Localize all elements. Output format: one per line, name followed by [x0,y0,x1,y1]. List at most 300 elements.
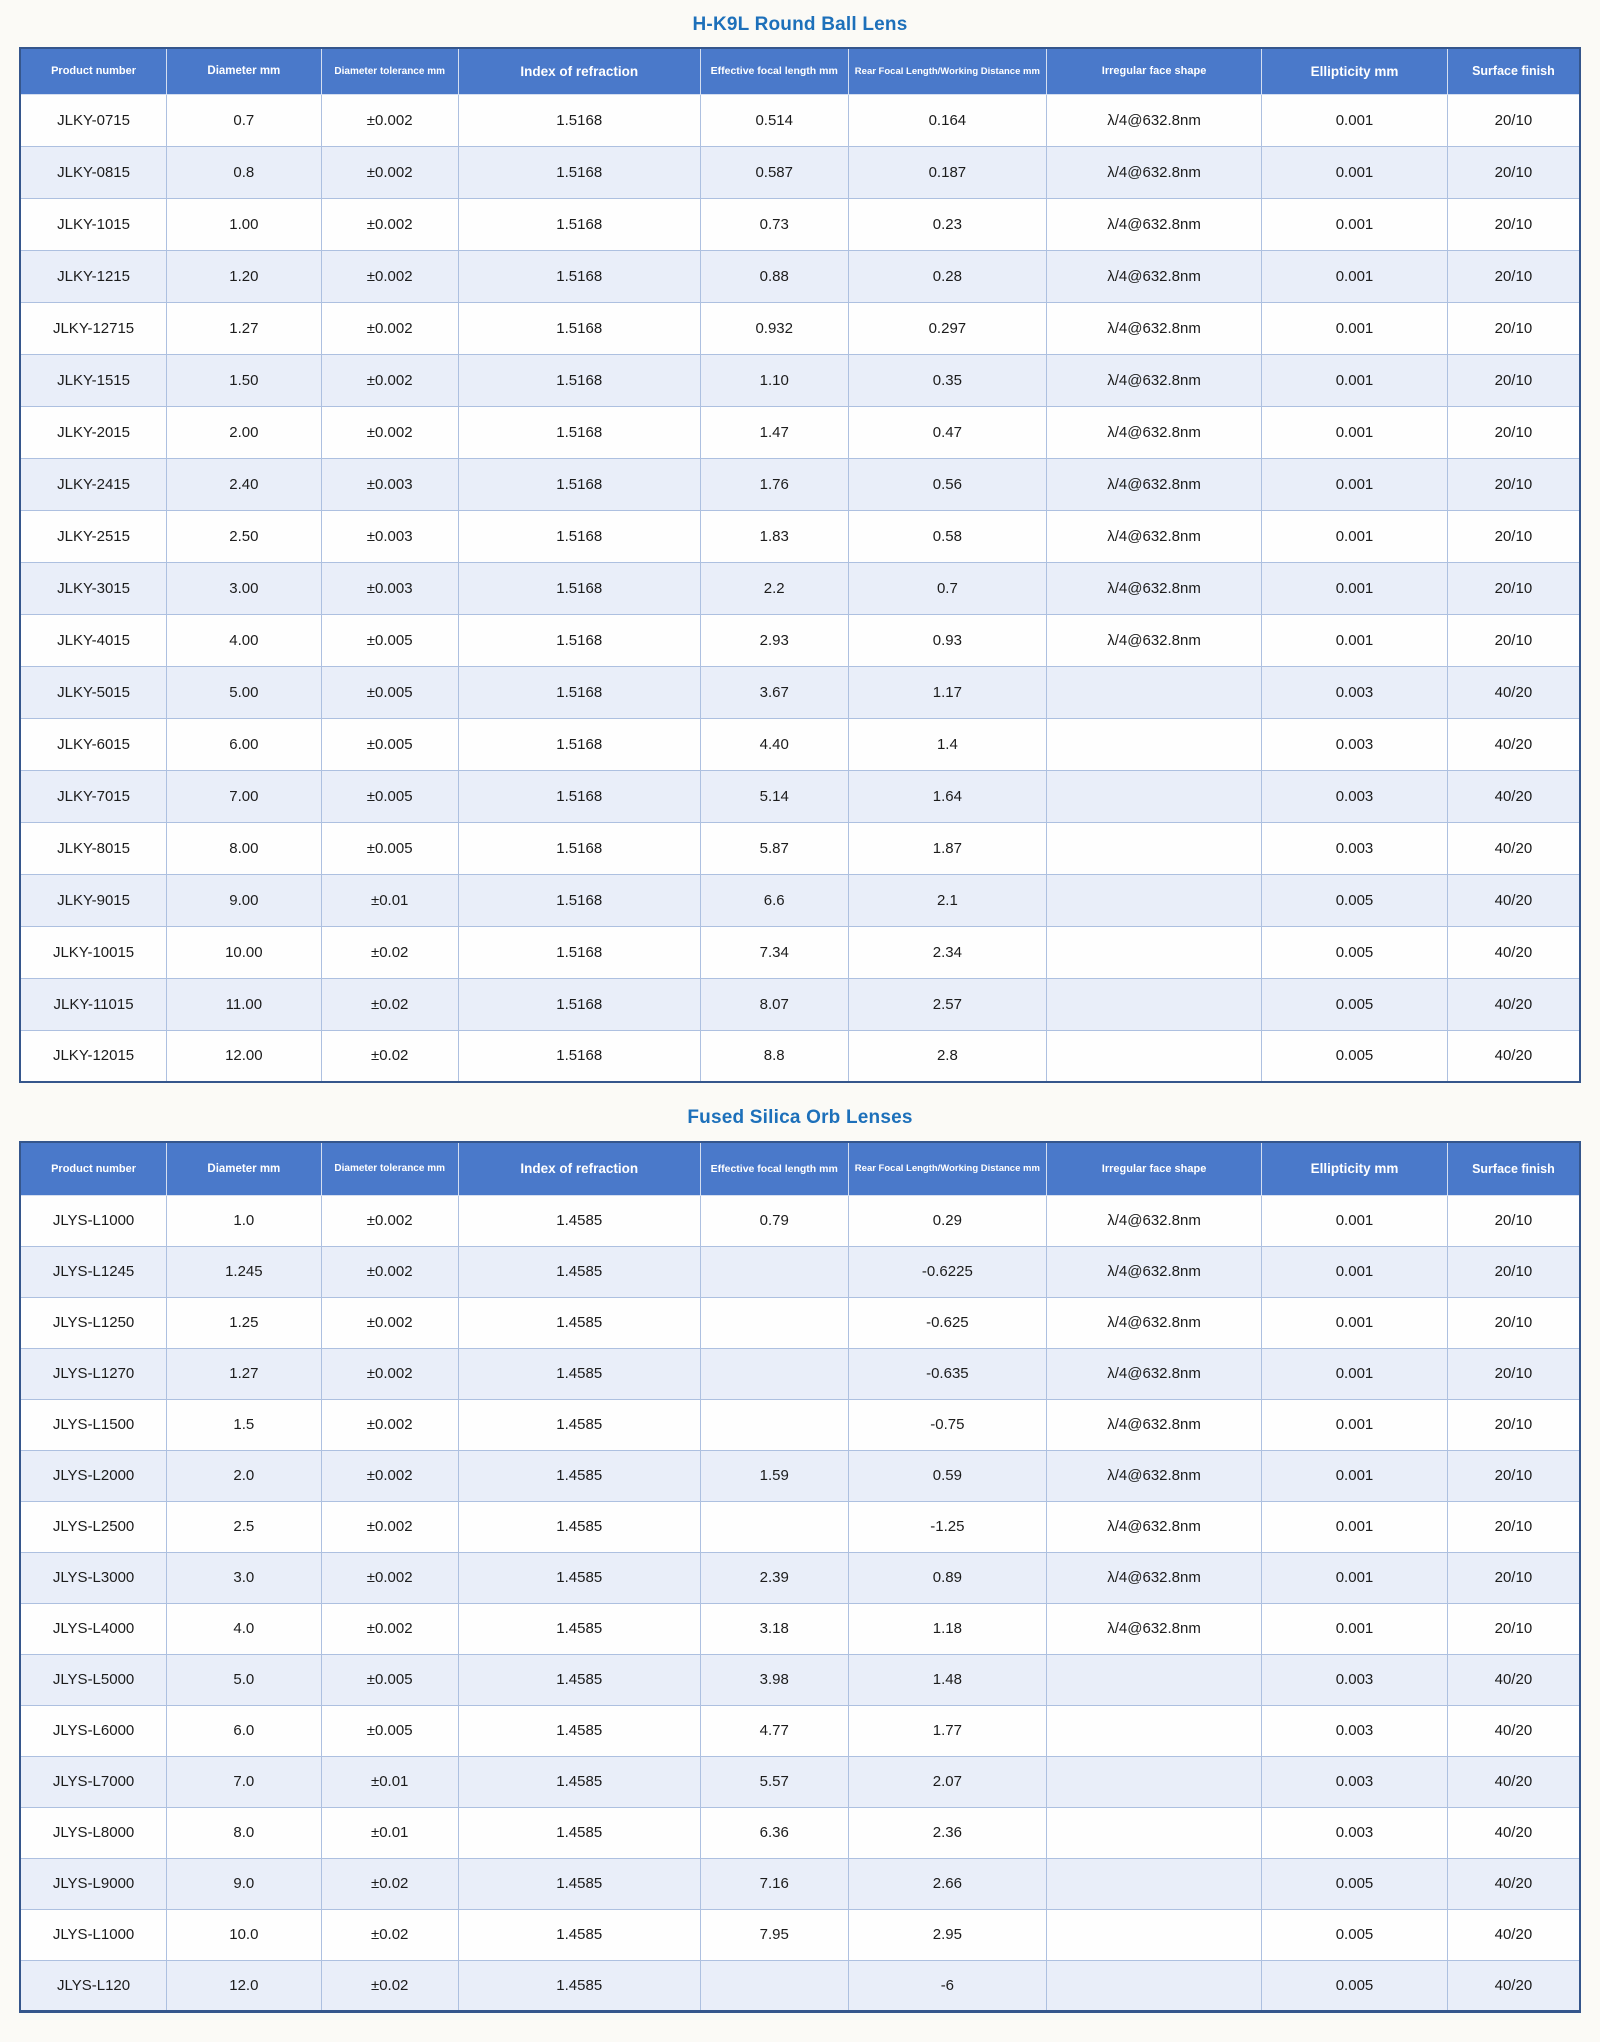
column-header-diameter-tolerance-mm: Diameter tolerance mm [321,48,458,94]
table-cell-surface-finish: 20/10 [1447,1603,1580,1654]
table-row [20,1756,1580,1807]
table-cell-product-number: JLYS-L1500 [20,1399,167,1450]
table-cell-diameter-tolerance-mm: ±0.003 [321,562,458,614]
table-cell-diameter-mm: 1.5 [167,1399,321,1450]
table-cell-diameter-mm: 1.00 [167,198,321,250]
table-cell-rear-focal-length-working-distance-mm: 0.187 [848,146,1046,198]
table-cell-irregular-face-shape [1046,1705,1261,1756]
table-cell-ellipticity-mm: 0.003 [1262,822,1448,874]
table-cell-diameter-tolerance-mm: ±0.02 [321,926,458,978]
table-row [20,94,1580,146]
table-cell-irregular-face-shape [1046,770,1261,822]
table-cell-effective-focal-length-mm [700,1399,848,1450]
table-cell-rear-focal-length-working-distance-mm: 1.17 [848,666,1046,718]
fused-silica-orb-lens-table [19,1141,1581,2013]
table-row [20,1960,1580,2011]
table-cell-surface-finish: 20/10 [1447,1552,1580,1603]
table-cell-index-of-refraction: 1.4585 [458,1501,700,1552]
table-cell-index-of-refraction: 1.5168 [458,146,700,198]
table-cell-product-number: JLYS-L6000 [20,1705,167,1756]
table-cell-rear-focal-length-working-distance-mm: 1.48 [848,1654,1046,1705]
table-cell-ellipticity-mm: 0.005 [1262,978,1448,1030]
table-cell-rear-focal-length-working-distance-mm: -0.625 [848,1297,1046,1348]
table-cell-ellipticity-mm: 0.001 [1262,1246,1448,1297]
table-cell-ellipticity-mm: 0.003 [1262,1756,1448,1807]
table-cell-surface-finish: 20/10 [1447,562,1580,614]
table-cell-surface-finish: 20/10 [1447,1297,1580,1348]
table-cell-effective-focal-length-mm: 6.36 [700,1807,848,1858]
table-cell-surface-finish: 20/10 [1447,510,1580,562]
table-row [20,1030,1580,1082]
column-header-surface-finish: Surface finish [1447,1142,1580,1195]
table-cell-diameter-mm: 3.0 [167,1552,321,1603]
table-cell-effective-focal-length-mm: 5.14 [700,770,848,822]
table-cell-diameter-tolerance-mm: ±0.002 [321,94,458,146]
table-cell-rear-focal-length-working-distance-mm: -0.75 [848,1399,1046,1450]
table-cell-diameter-tolerance-mm: ±0.002 [321,1450,458,1501]
table-cell-product-number: JLYS-L7000 [20,1756,167,1807]
table-cell-surface-finish: 40/20 [1447,1960,1580,2011]
table-cell-product-number: JLKY-9015 [20,874,167,926]
table-cell-rear-focal-length-working-distance-mm: 2.8 [848,1030,1046,1082]
table-cell-diameter-tolerance-mm: ±0.02 [321,1960,458,2011]
table-cell-index-of-refraction: 1.4585 [458,1654,700,1705]
table-cell-diameter-mm: 5.00 [167,666,321,718]
table-cell-diameter-mm: 2.40 [167,458,321,510]
table-cell-rear-focal-length-working-distance-mm: 0.23 [848,198,1046,250]
table-cell-ellipticity-mm: 0.001 [1262,614,1448,666]
table-cell-index-of-refraction: 1.4585 [458,1807,700,1858]
table-cell-diameter-tolerance-mm: ±0.005 [321,822,458,874]
table-cell-rear-focal-length-working-distance-mm: 2.95 [848,1909,1046,1960]
table-cell-rear-focal-length-working-distance-mm: 0.297 [848,302,1046,354]
table-cell-rear-focal-length-working-distance-mm: 1.87 [848,822,1046,874]
column-header-diameter-tolerance-mm: Diameter tolerance mm [321,1142,458,1195]
table-cell-irregular-face-shape [1046,666,1261,718]
table-row [20,250,1580,302]
table-cell-rear-focal-length-working-distance-mm: 0.59 [848,1450,1046,1501]
table-cell-effective-focal-length-mm: 0.79 [700,1195,848,1246]
table-cell-diameter-mm: 8.00 [167,822,321,874]
column-header-index-of-refraction: Index of refraction [458,1142,700,1195]
table-cell-product-number: JLKY-8015 [20,822,167,874]
table-cell-index-of-refraction: 1.5168 [458,250,700,302]
table-cell-rear-focal-length-working-distance-mm: -1.25 [848,1501,1046,1552]
table-cell-effective-focal-length-mm: 1.76 [700,458,848,510]
table-cell-diameter-mm: 1.27 [167,302,321,354]
table-row [20,926,1580,978]
table-cell-surface-finish: 40/20 [1447,1807,1580,1858]
table-cell-effective-focal-length-mm: 7.34 [700,926,848,978]
table-cell-diameter-tolerance-mm: ±0.002 [321,1195,458,1246]
table-cell-diameter-mm: 2.5 [167,1501,321,1552]
table-cell-index-of-refraction: 1.5168 [458,666,700,718]
table-cell-irregular-face-shape: λ/4@632.8nm [1046,1195,1261,1246]
table-cell-effective-focal-length-mm: 5.57 [700,1756,848,1807]
table-cell-diameter-tolerance-mm: ±0.005 [321,1654,458,1705]
table-cell-irregular-face-shape: λ/4@632.8nm [1046,146,1261,198]
table-cell-irregular-face-shape: λ/4@632.8nm [1046,1501,1261,1552]
table-row [20,198,1580,250]
table-cell-ellipticity-mm: 0.003 [1262,718,1448,770]
column-header-product-number: Product number [20,1142,167,1195]
table-row [20,874,1580,926]
table-cell-diameter-tolerance-mm: ±0.002 [321,406,458,458]
table-cell-surface-finish: 20/10 [1447,614,1580,666]
table-cell-irregular-face-shape: λ/4@632.8nm [1046,1246,1261,1297]
table-cell-index-of-refraction: 1.5168 [458,874,700,926]
table-cell-surface-finish: 40/20 [1447,822,1580,874]
table-cell-ellipticity-mm: 0.005 [1262,926,1448,978]
table-cell-diameter-mm: 12.0 [167,1960,321,2011]
table-cell-diameter-mm: 9.00 [167,874,321,926]
table-cell-irregular-face-shape [1046,1756,1261,1807]
table-cell-diameter-tolerance-mm: ±0.02 [321,1030,458,1082]
table-cell-ellipticity-mm: 0.005 [1262,1030,1448,1082]
table-cell-ellipticity-mm: 0.001 [1262,1450,1448,1501]
table-cell-surface-finish: 20/10 [1447,354,1580,406]
table-cell-surface-finish: 40/20 [1447,1909,1580,1960]
table-cell-ellipticity-mm: 0.001 [1262,94,1448,146]
table-cell-product-number: JLKY-1215 [20,250,167,302]
table-cell-diameter-mm: 9.0 [167,1858,321,1909]
table-cell-product-number: JLKY-2515 [20,510,167,562]
table-cell-index-of-refraction: 1.5168 [458,354,700,406]
table-row [20,302,1580,354]
table-cell-diameter-tolerance-mm: ±0.02 [321,978,458,1030]
table-cell-surface-finish: 20/10 [1447,458,1580,510]
table-cell-surface-finish: 40/20 [1447,1705,1580,1756]
table-cell-irregular-face-shape [1046,926,1261,978]
table-row [20,1603,1580,1654]
table-cell-effective-focal-length-mm: 3.98 [700,1654,848,1705]
table-cell-ellipticity-mm: 0.003 [1262,1654,1448,1705]
table-cell-product-number: JLKY-12015 [20,1030,167,1082]
column-header-index-of-refraction: Index of refraction [458,48,700,94]
table-cell-product-number: JLKY-6015 [20,718,167,770]
column-header-irregular-face-shape: Irregular face shape [1046,1142,1261,1195]
table-title-fused-silica: Fused Silica Orb Lenses [687,1107,913,1128]
table-cell-surface-finish: 20/10 [1447,1348,1580,1399]
table-cell-product-number: JLYS-L1250 [20,1297,167,1348]
table-cell-effective-focal-length-mm: 6.6 [700,874,848,926]
table-cell-ellipticity-mm: 0.001 [1262,1603,1448,1654]
table-cell-effective-focal-length-mm: 2.93 [700,614,848,666]
table-cell-surface-finish: 40/20 [1447,1030,1580,1082]
table-cell-surface-finish: 40/20 [1447,1756,1580,1807]
table-cell-index-of-refraction: 1.5168 [458,406,700,458]
table-cell-ellipticity-mm: 0.005 [1262,1909,1448,1960]
table-cell-rear-focal-length-working-distance-mm: 0.35 [848,354,1046,406]
table-cell-diameter-tolerance-mm: ±0.002 [321,1552,458,1603]
table-cell-diameter-mm: 7.00 [167,770,321,822]
table-cell-diameter-mm: 2.00 [167,406,321,458]
table-cell-rear-focal-length-working-distance-mm: 0.58 [848,510,1046,562]
table-cell-irregular-face-shape: λ/4@632.8nm [1046,94,1261,146]
table-cell-index-of-refraction: 1.4585 [458,1705,700,1756]
table-cell-diameter-mm: 6.0 [167,1705,321,1756]
table-cell-effective-focal-length-mm: 4.40 [700,718,848,770]
table-cell-index-of-refraction: 1.5168 [458,94,700,146]
table-cell-ellipticity-mm: 0.001 [1262,250,1448,302]
table-cell-index-of-refraction: 1.4585 [458,1960,700,2011]
table-cell-surface-finish: 40/20 [1447,978,1580,1030]
table-cell-irregular-face-shape [1046,1909,1261,1960]
table-cell-index-of-refraction: 1.4585 [458,1858,700,1909]
table-cell-surface-finish: 20/10 [1447,250,1580,302]
table-cell-surface-finish: 40/20 [1447,1654,1580,1705]
table-cell-diameter-mm: 7.0 [167,1756,321,1807]
table-cell-effective-focal-length-mm [700,1501,848,1552]
table-cell-irregular-face-shape: λ/4@632.8nm [1046,614,1261,666]
table-row [20,822,1580,874]
table-cell-diameter-tolerance-mm: ±0.01 [321,1807,458,1858]
table-cell-effective-focal-length-mm: 5.87 [700,822,848,874]
table-cell-diameter-mm: 0.7 [167,94,321,146]
table-cell-index-of-refraction: 1.4585 [458,1756,700,1807]
table-cell-product-number: JLKY-4015 [20,614,167,666]
column-header-rear-focal-length-working-distance-mm: Rear Focal Length/Working Distance mm [848,1142,1046,1195]
table-cell-diameter-tolerance-mm: ±0.002 [321,1399,458,1450]
table-cell-diameter-mm: 2.50 [167,510,321,562]
table-row [20,510,1580,562]
table-cell-irregular-face-shape: λ/4@632.8nm [1046,1297,1261,1348]
table-cell-irregular-face-shape: λ/4@632.8nm [1046,1552,1261,1603]
table-cell-surface-finish: 20/10 [1447,1195,1580,1246]
table-cell-rear-focal-length-working-distance-mm: 0.29 [848,1195,1046,1246]
table-row [20,718,1580,770]
table-cell-irregular-face-shape [1046,874,1261,926]
table-cell-irregular-face-shape [1046,1030,1261,1082]
table-cell-diameter-tolerance-mm: ±0.003 [321,458,458,510]
table-cell-index-of-refraction: 1.4585 [458,1297,700,1348]
table-cell-ellipticity-mm: 0.001 [1262,562,1448,614]
table-cell-irregular-face-shape [1046,1960,1261,2011]
table-cell-ellipticity-mm: 0.005 [1262,1960,1448,2011]
table-cell-effective-focal-length-mm [700,1297,848,1348]
table-cell-ellipticity-mm: 0.003 [1262,770,1448,822]
table-cell-index-of-refraction: 1.5168 [458,1030,700,1082]
table-cell-product-number: JLYS-L1000 [20,1195,167,1246]
table-cell-effective-focal-length-mm: 3.67 [700,666,848,718]
table-cell-diameter-tolerance-mm: ±0.002 [321,1297,458,1348]
table-cell-ellipticity-mm: 0.003 [1262,666,1448,718]
table-cell-irregular-face-shape: λ/4@632.8nm [1046,1603,1261,1654]
table-cell-index-of-refraction: 1.4585 [458,1909,700,1960]
table-cell-ellipticity-mm: 0.005 [1262,1858,1448,1909]
table-cell-ellipticity-mm: 0.001 [1262,302,1448,354]
table-row [20,458,1580,510]
table-row [20,1654,1580,1705]
table-cell-diameter-mm: 10.00 [167,926,321,978]
table-cell-diameter-mm: 1.20 [167,250,321,302]
table-cell-rear-focal-length-working-distance-mm: 2.66 [848,1858,1046,1909]
table-cell-effective-focal-length-mm [700,1348,848,1399]
table-row [20,1297,1580,1348]
table-cell-diameter-tolerance-mm: ±0.002 [321,302,458,354]
table-cell-irregular-face-shape [1046,1858,1261,1909]
table-cell-effective-focal-length-mm: 0.587 [700,146,848,198]
table-title-hk9l: H-K9L Round Ball Lens [692,14,908,35]
table-cell-rear-focal-length-working-distance-mm: 1.18 [848,1603,1046,1654]
table-cell-irregular-face-shape: λ/4@632.8nm [1046,1348,1261,1399]
table-cell-product-number: JLKY-7015 [20,770,167,822]
table-body [20,1195,1580,2011]
table-cell-effective-focal-length-mm [700,1246,848,1297]
table-cell-effective-focal-length-mm: 1.47 [700,406,848,458]
table-cell-product-number: JLKY-1515 [20,354,167,406]
table-cell-effective-focal-length-mm: 0.932 [700,302,848,354]
table-cell-rear-focal-length-working-distance-mm: 0.47 [848,406,1046,458]
table-cell-effective-focal-length-mm [700,1960,848,2011]
table-cell-effective-focal-length-mm: 0.73 [700,198,848,250]
table-cell-ellipticity-mm: 0.001 [1262,198,1448,250]
table-cell-irregular-face-shape: λ/4@632.8nm [1046,302,1261,354]
table-cell-index-of-refraction: 1.4585 [458,1246,700,1297]
table-cell-surface-finish: 40/20 [1447,718,1580,770]
table-cell-diameter-tolerance-mm: ±0.002 [321,146,458,198]
table-cell-diameter-tolerance-mm: ±0.002 [321,1603,458,1654]
table-cell-index-of-refraction: 1.5168 [458,770,700,822]
table-cell-effective-focal-length-mm: 3.18 [700,1603,848,1654]
table-cell-rear-focal-length-working-distance-mm: -6 [848,1960,1046,2011]
table-cell-index-of-refraction: 1.5168 [458,198,700,250]
table-cell-surface-finish: 20/10 [1447,94,1580,146]
table-cell-surface-finish: 40/20 [1447,874,1580,926]
column-header-effective-focal-length-mm: Effective focal length mm [700,1142,848,1195]
table-cell-rear-focal-length-working-distance-mm: 2.57 [848,978,1046,1030]
table-cell-product-number: JLYS-L120 [20,1960,167,2011]
table-cell-ellipticity-mm: 0.003 [1262,1807,1448,1858]
table-body [20,94,1580,1082]
table-cell-ellipticity-mm: 0.001 [1262,1552,1448,1603]
table-cell-surface-finish: 20/10 [1447,1450,1580,1501]
table-cell-effective-focal-length-mm: 1.83 [700,510,848,562]
table-cell-product-number: JLKY-0815 [20,146,167,198]
table-cell-effective-focal-length-mm: 1.59 [700,1450,848,1501]
table-header-row [20,1142,1580,1195]
table-cell-index-of-refraction: 1.4585 [458,1195,700,1246]
table-cell-index-of-refraction: 1.5168 [458,718,700,770]
table-cell-surface-finish: 20/10 [1447,1246,1580,1297]
column-header-diameter-mm: Diameter mm [167,48,321,94]
table-cell-irregular-face-shape: λ/4@632.8nm [1046,1450,1261,1501]
table-cell-rear-focal-length-working-distance-mm: 2.34 [848,926,1046,978]
hk9l-round-ball-lens-table [19,47,1581,1083]
table-cell-index-of-refraction: 1.4585 [458,1450,700,1501]
table-cell-rear-focal-length-working-distance-mm: -0.6225 [848,1246,1046,1297]
column-header-rear-focal-length-working-distance-mm: Rear Focal Length/Working Distance mm [848,48,1046,94]
table-row [20,1399,1580,1450]
table-row [20,1858,1580,1909]
table-cell-diameter-mm: 12.00 [167,1030,321,1082]
column-header-diameter-mm: Diameter mm [167,1142,321,1195]
table-cell-rear-focal-length-working-distance-mm: 1.4 [848,718,1046,770]
table-cell-product-number: JLYS-L1000 [20,1909,167,1960]
table-row [20,146,1580,198]
table-cell-diameter-tolerance-mm: ±0.005 [321,666,458,718]
table-cell-diameter-mm: 1.0 [167,1195,321,1246]
table-cell-diameter-mm: 4.0 [167,1603,321,1654]
table-cell-diameter-mm: 1.25 [167,1297,321,1348]
table-cell-product-number: JLYS-L9000 [20,1858,167,1909]
table-cell-rear-focal-length-working-distance-mm: 2.36 [848,1807,1046,1858]
table-cell-diameter-tolerance-mm: ±0.01 [321,874,458,926]
table-cell-diameter-mm: 11.00 [167,978,321,1030]
table-cell-product-number: JLKY-3015 [20,562,167,614]
table-cell-index-of-refraction: 1.4585 [458,1552,700,1603]
table-cell-diameter-mm: 1.245 [167,1246,321,1297]
table-cell-irregular-face-shape: λ/4@632.8nm [1046,198,1261,250]
table-cell-product-number: JLKY-11015 [20,978,167,1030]
table-cell-diameter-mm: 0.8 [167,146,321,198]
table-cell-irregular-face-shape: λ/4@632.8nm [1046,406,1261,458]
table-row [20,614,1580,666]
table-row [20,978,1580,1030]
table-cell-surface-finish: 20/10 [1447,1501,1580,1552]
table-cell-irregular-face-shape: λ/4@632.8nm [1046,458,1261,510]
table-cell-diameter-tolerance-mm: ±0.005 [321,718,458,770]
table-cell-effective-focal-length-mm: 0.514 [700,94,848,146]
table-cell-surface-finish: 20/10 [1447,198,1580,250]
table-cell-rear-focal-length-working-distance-mm: -0.635 [848,1348,1046,1399]
table-cell-ellipticity-mm: 0.001 [1262,406,1448,458]
table-cell-ellipticity-mm: 0.001 [1262,510,1448,562]
table-cell-index-of-refraction: 1.5168 [458,458,700,510]
table-row [20,770,1580,822]
table-cell-product-number: JLKY-12715 [20,302,167,354]
table-cell-diameter-mm: 4.00 [167,614,321,666]
table-cell-diameter-tolerance-mm: ±0.02 [321,1858,458,1909]
table-cell-effective-focal-length-mm: 8.8 [700,1030,848,1082]
table-cell-index-of-refraction: 1.4585 [458,1399,700,1450]
table-cell-ellipticity-mm: 0.001 [1262,1297,1448,1348]
table-cell-ellipticity-mm: 0.001 [1262,146,1448,198]
table-cell-effective-focal-length-mm: 1.10 [700,354,848,406]
table-cell-irregular-face-shape: λ/4@632.8nm [1046,250,1261,302]
table-cell-index-of-refraction: 1.5168 [458,926,700,978]
table-row [20,354,1580,406]
table-cell-irregular-face-shape [1046,1807,1261,1858]
table-row [20,1195,1580,1246]
table-cell-surface-finish: 20/10 [1447,302,1580,354]
table-cell-product-number: JLYS-L1270 [20,1348,167,1399]
table-cell-surface-finish: 40/20 [1447,1858,1580,1909]
table-cell-diameter-mm: 8.0 [167,1807,321,1858]
table-cell-diameter-tolerance-mm: ±0.005 [321,1705,458,1756]
table-row [20,1552,1580,1603]
table-row [20,1348,1580,1399]
table-cell-index-of-refraction: 1.5168 [458,562,700,614]
column-header-irregular-face-shape: Irregular face shape [1046,48,1261,94]
table-cell-diameter-mm: 1.27 [167,1348,321,1399]
table-cell-index-of-refraction: 1.4585 [458,1348,700,1399]
table-cell-diameter-tolerance-mm: ±0.002 [321,250,458,302]
table-cell-product-number: JLYS-L5000 [20,1654,167,1705]
table-cell-diameter-tolerance-mm: ±0.002 [321,1348,458,1399]
table-cell-diameter-tolerance-mm: ±0.02 [321,1909,458,1960]
table-row [20,1909,1580,1960]
table-cell-product-number: JLYS-L4000 [20,1603,167,1654]
table-cell-diameter-tolerance-mm: ±0.002 [321,354,458,406]
table-cell-ellipticity-mm: 0.001 [1262,1399,1448,1450]
table-cell-surface-finish: 40/20 [1447,926,1580,978]
table-cell-index-of-refraction: 1.5168 [458,822,700,874]
table-cell-surface-finish: 20/10 [1447,406,1580,458]
table-header-row [20,48,1580,94]
table-cell-effective-focal-length-mm: 0.88 [700,250,848,302]
table-cell-diameter-mm: 3.00 [167,562,321,614]
